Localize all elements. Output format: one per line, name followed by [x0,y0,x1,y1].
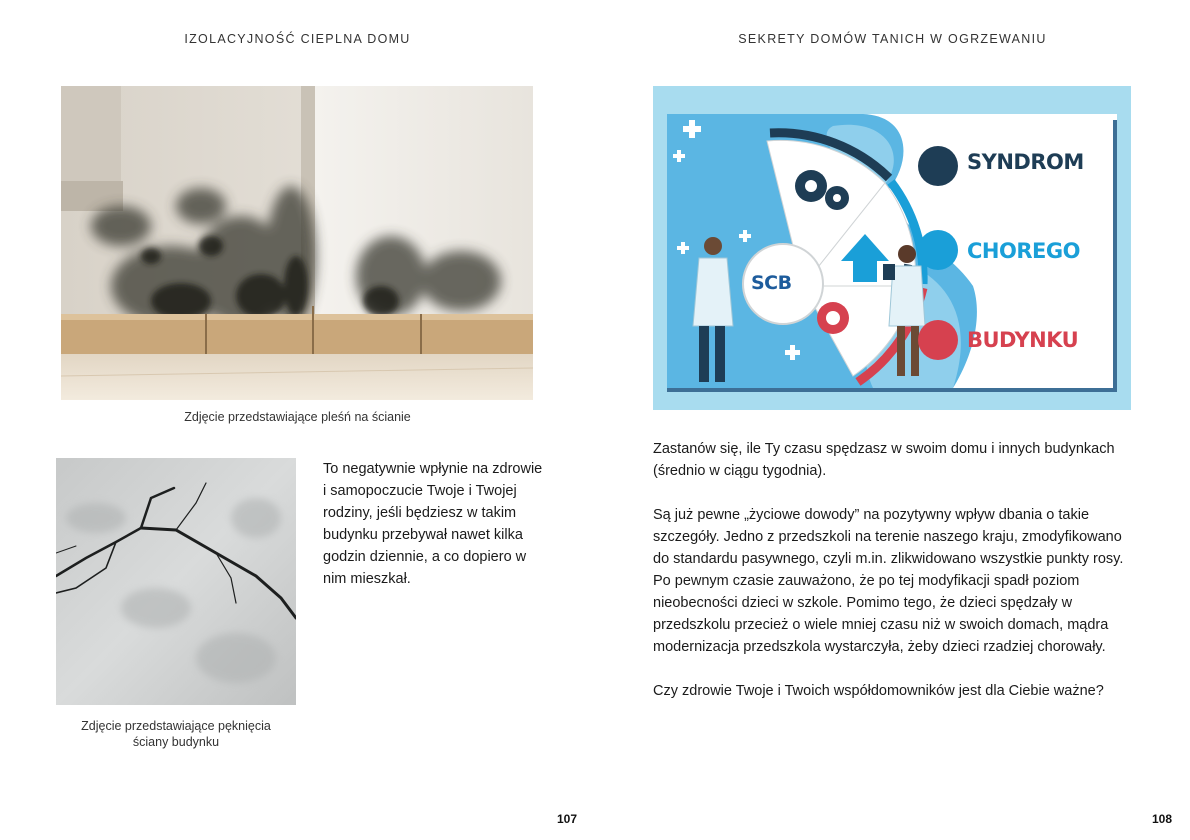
running-header: IZOLACYJNOŚĆ CIEPLNA DOMU [184,32,411,46]
crack-caption-line1: Zdjęcie przedstawiające pęknięcia [81,719,271,733]
infographic-label-chorego: CHOREGO [967,239,1080,263]
infographic-label-budynku: BUDYNKU [967,328,1079,352]
wall-crack-photo [56,458,296,705]
paragraph-2: Są już pewne „życiowe dowody” na pozytywny wpływ dbania o takie szczegóły. Jedno z przedszkoli na terenie naszego kraju, zmodyfikowano do standardu pasywnego, czyli m.in. zlikwidowano wszystkie punkty rosy. Po pewnym czasie zauważono, że po tej modyfikacji spadł poziom nieobecności dzieci w szkole. Pomimo tego, że dzieci spędzały w przedszkolu przecież o wiele mniej czasu niż w swoich domach, mądra modernizacja przedszkola wystarczyła, żeby dzieci rzadziej chorowały. [653,507,1124,655]
sick-building-syndrome-infographic [653,86,1131,410]
page-number: 108 [1152,812,1173,826]
page-number: 107 [557,812,578,826]
body-text [653,438,1135,724]
mold-photo-caption: Zdjęcie przedstawiające pleśń na ścianie [184,410,411,424]
running-header: SEKRETY DOMÓW TANICH W OGRZEWANIU [738,32,1047,46]
paragraph-1: Zastanów się, ile Ty czasu spędzasz w swoim domu i innych budynkach (średnio w ciągu tygodnia). [653,441,1115,479]
infographic-center-label: SCB [751,272,792,294]
crack-photo-caption [56,718,296,750]
paragraph-3: Czy zdrowie Twoje i Twoich współdomowników jest dla Ciebie ważne? [653,683,1104,699]
right-page [595,0,1190,840]
infographic-label-syndrom: SYNDROM [967,150,1084,174]
side-paragraph: To negatywnie wpłynie na zdrowie i samopoczucie Twoje i Twojej rodziny, jeśli będziesz w takim budynku przebywał nawet kilka godzin dziennie, a co dopiero w nim mieszkał. [323,461,543,587]
mold-wall-photo [61,86,533,400]
crack-caption-line2: ściany budynku [132,735,220,749]
